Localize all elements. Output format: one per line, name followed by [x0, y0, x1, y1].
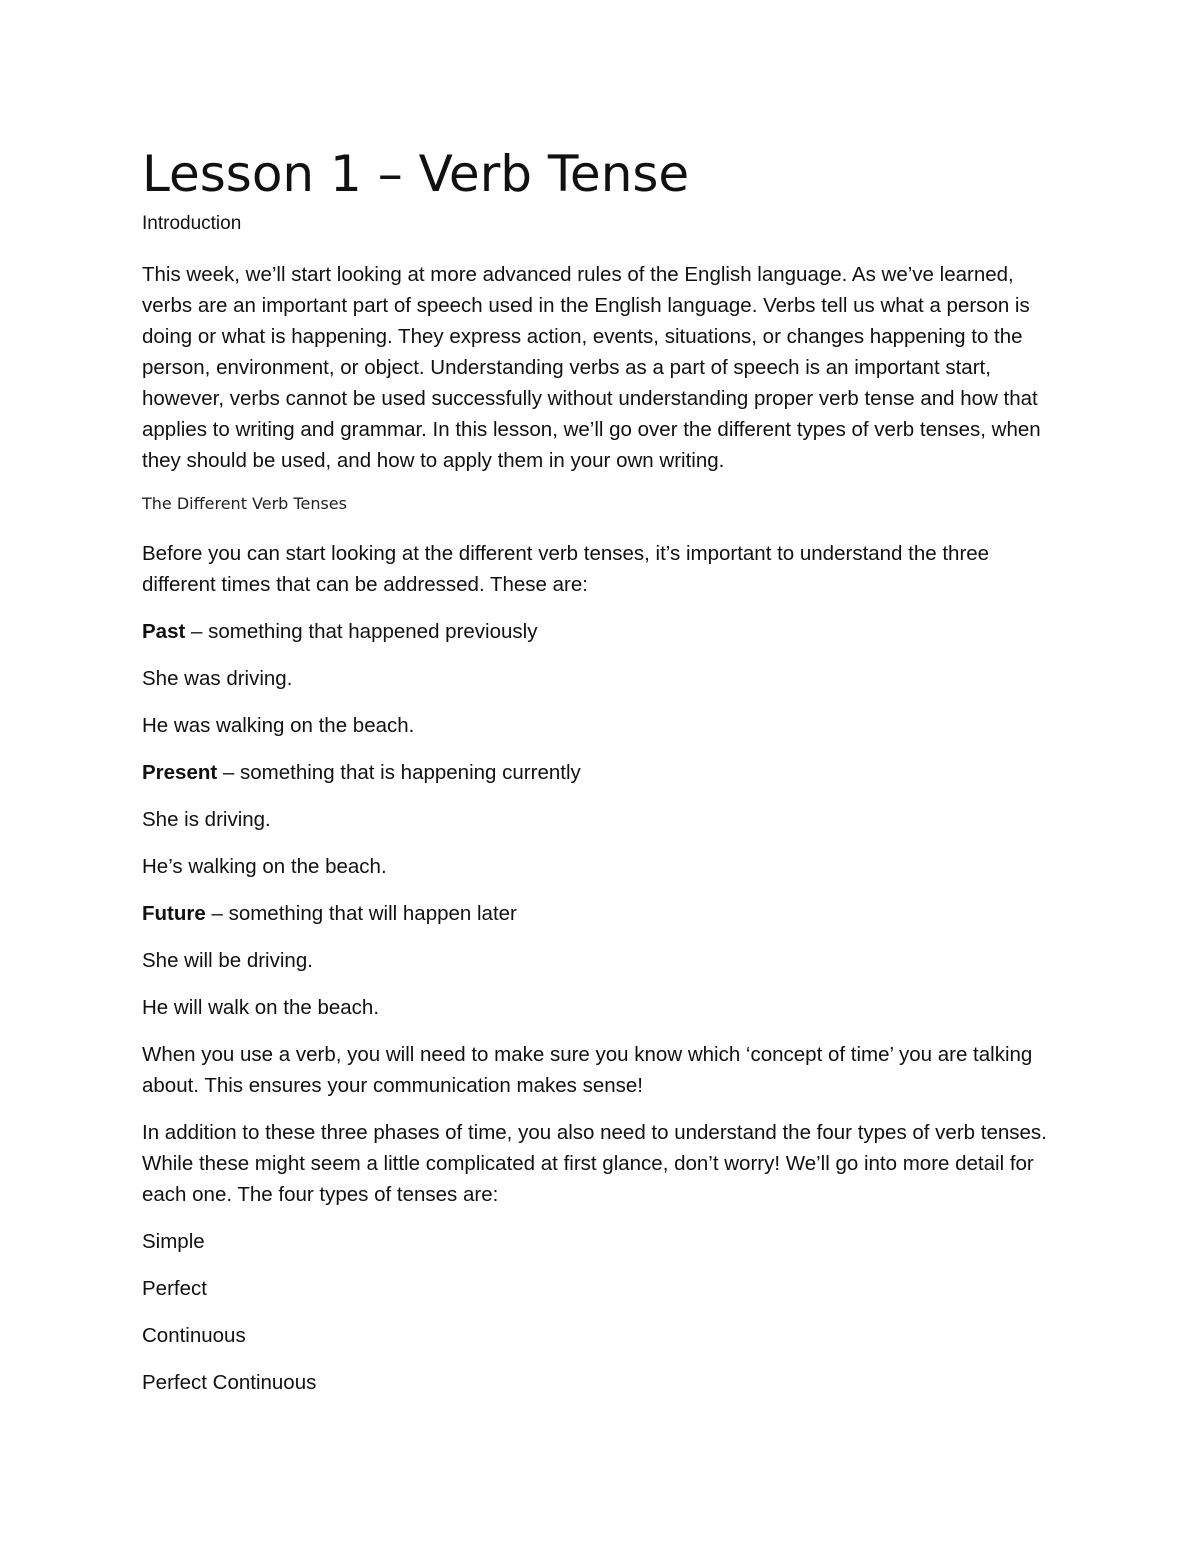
- future-definition-text: – something that will happen later: [205, 902, 517, 925]
- tense-type-simple: Simple: [142, 1230, 205, 1253]
- tense-type-perfect: Perfect: [142, 1277, 207, 1300]
- past-example-2: He was walking on the beach.: [142, 714, 415, 737]
- present-definition: [142, 757, 1062, 788]
- present-example-2: He’s walking on the beach.: [142, 855, 387, 878]
- tense-type-continuous: Continuous: [142, 1324, 246, 1347]
- page-title: Lesson 1 – Verb Tense: [142, 145, 690, 203]
- past-definition: [142, 616, 1062, 647]
- present-definition-text: – something that is happening currently: [217, 761, 581, 784]
- tense-type-perfect-continuous: Perfect Continuous: [142, 1371, 317, 1394]
- future-term: Future: [142, 902, 206, 925]
- section-heading: The Different Verb Tenses: [142, 494, 347, 513]
- present-term: Present: [142, 761, 218, 784]
- past-term: Past: [142, 620, 186, 643]
- times-intro-paragraph: Before you can start looking at the different verb tenses, it’s important to understand the three different times that can be addressed. These are:: [142, 542, 990, 596]
- future-example-1: She will be driving.: [142, 949, 313, 972]
- intro-paragraph: This week, we’ll start looking at more advanced rules of the English language. As we’ve learned, verbs are an important part of speech used in the English language. Verbs tell us what a person is doing or what is happening. They express action, events, situations, or changes happening to the person, environment, or object. Understanding verbs as a part of speech is an important start, however, verbs cannot be used successfully without understanding proper verb tense and how that applies to writing and grammar. In this lesson, we’ll go over the different types of verb tenses, when they should be used, and how to apply them in your own writing.: [142, 263, 1041, 472]
- document-content: [142, 140, 1062, 1414]
- concept-paragraph: When you use a verb, you will need to make sure you know which ‘concept of time’ you are talking about. This ensures your communication makes sense!: [142, 1043, 1033, 1097]
- types-paragraph: In addition to these three phases of time, you also need to understand the four types of verb tenses. While these might seem a little complicated at first glance, don’t worry! We’ll go into more detail for each one. The four types of tenses are:: [142, 1121, 1047, 1206]
- future-definition: [142, 898, 1062, 929]
- future-example-2: He will walk on the beach.: [142, 996, 380, 1019]
- past-example-1: She was driving.: [142, 667, 293, 690]
- past-definition-text: – something that happened previously: [185, 620, 538, 643]
- intro-heading: Introduction: [142, 213, 242, 234]
- present-example-1: She is driving.: [142, 808, 271, 831]
